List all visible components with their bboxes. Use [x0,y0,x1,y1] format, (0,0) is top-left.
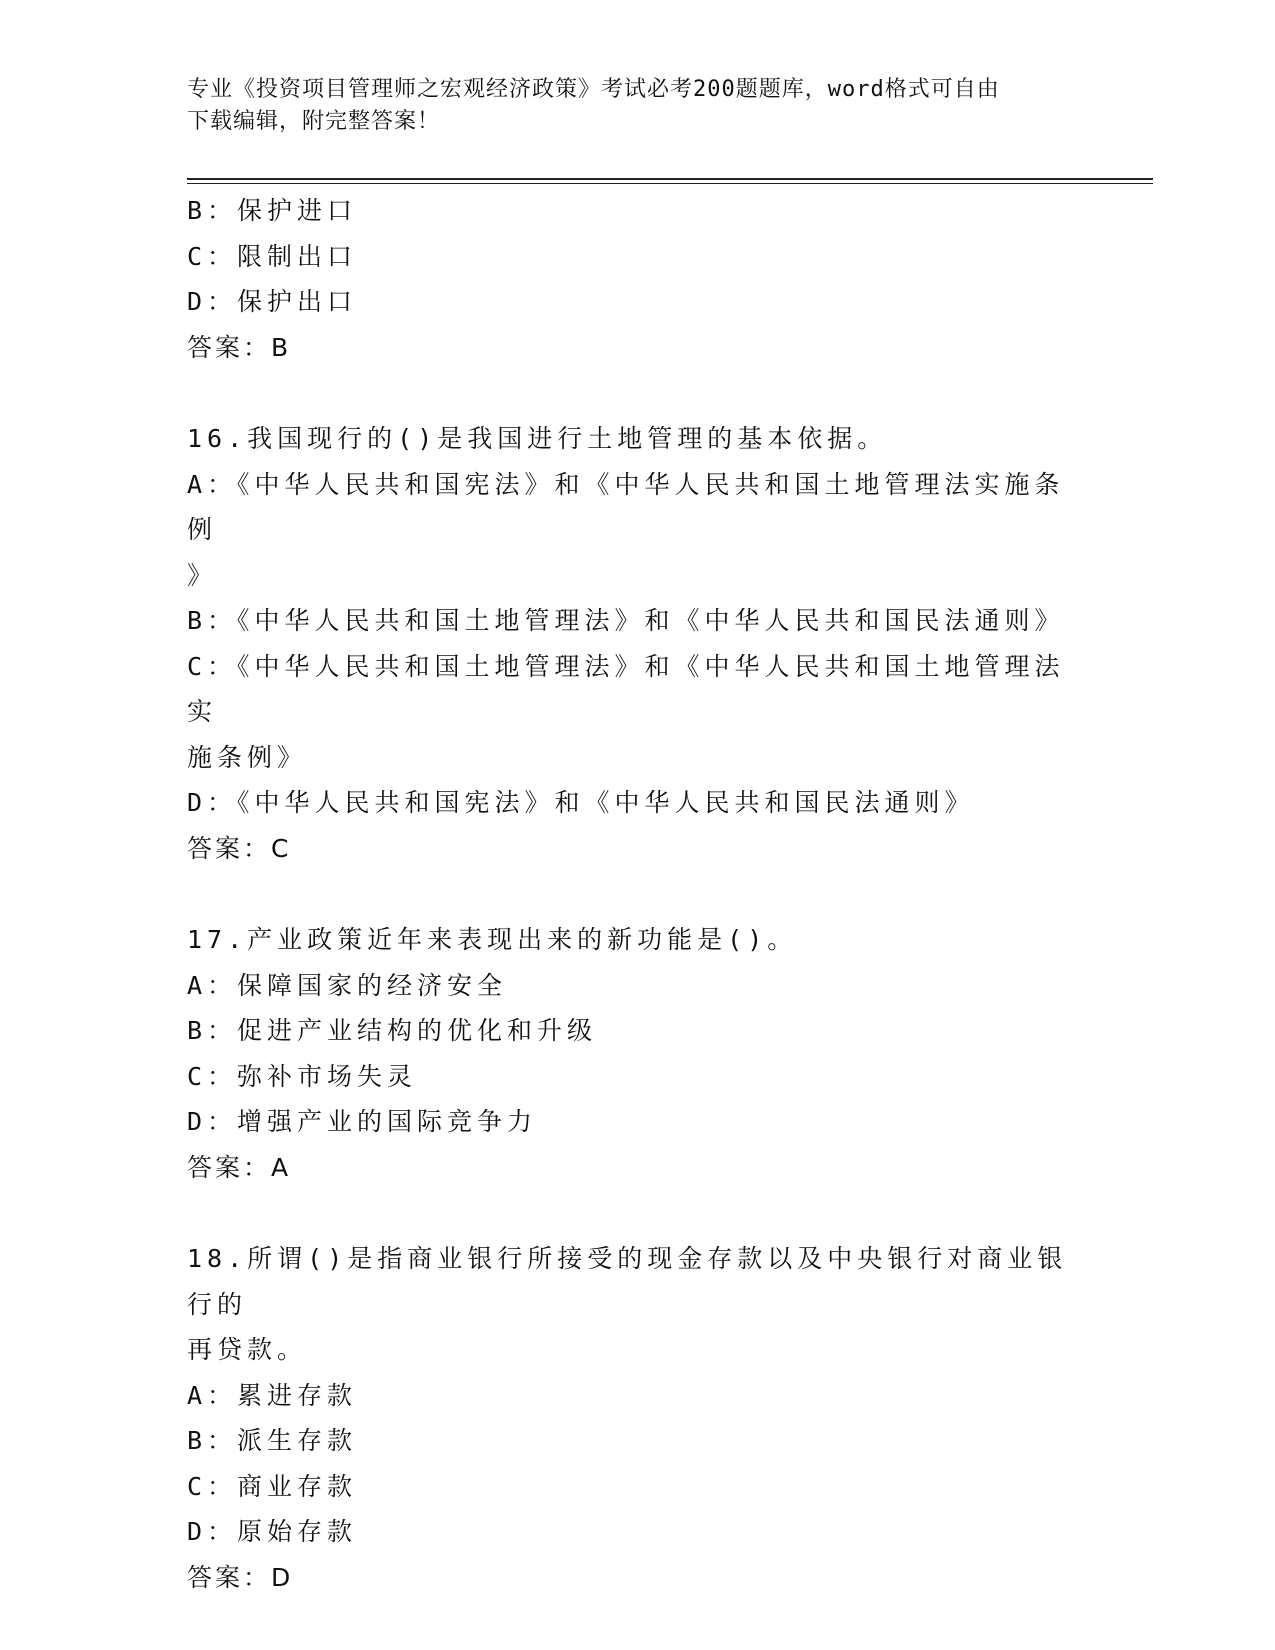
header-line-2: 下载编辑，附完整答案！ [187,109,441,134]
option-d: D：增强产业的国际竞争力 [187,1107,538,1136]
option-c: C：《中华人民共和国土地管理法》和《中华人民共和国土地管理法实 [187,651,1065,726]
answer-line: 答案：D [187,1562,294,1592]
option-b: B：保护进口 [187,196,358,225]
option-c: C：商业存款 [187,1471,358,1501]
question-stem-continued: 再贷款。 [187,1335,308,1364]
question-list [187,188,1087,1600]
question-17 [187,917,1087,1190]
header-line-1: 专业《投资项目管理师之宏观经济政策》考试必考200题题库，word格式可自由 [187,77,1000,102]
option-a: A：累进存款 [187,1380,358,1410]
option-d: D：原始存款 [187,1517,358,1546]
answer-line: 答案：A [187,1152,292,1182]
question-16 [187,416,1087,871]
document-header [187,74,1067,138]
option-c: C：弥补市场失灵 [187,1061,418,1091]
option-a: A：保障国家的经济安全 [187,970,508,1000]
option-c-continued: 施条例》 [187,742,308,772]
question-18 [187,1236,1087,1600]
question-stem: 18.所谓()是指商业银行所接受的现金存款以及中央银行对商业银行的 [187,1244,1068,1319]
option-b: B：《中华人民共和国土地管理法》和《中华人民共和国民法通则》 [187,606,1065,635]
option-d: D：保护出口 [187,287,358,316]
question-stem: 16.我国现行的()是我国进行土地管理的基本依据。 [187,424,888,453]
option-a: A：《中华人民共和国宪法》和《中华人民共和国土地管理法实施条例 [187,469,1065,544]
option-b: B：促进产业结构的优化和升级 [187,1016,598,1045]
answer-line: 答案：C [187,833,292,863]
header-divider [187,178,1153,184]
option-a-continued: 》 [187,560,218,590]
question-stem: 17.产业政策近年来表现出来的新功能是()。 [187,925,798,954]
option-c: C：限制出口 [187,241,358,271]
option-b: B：派生存款 [187,1426,358,1455]
question-15-tail [187,188,1087,370]
answer-line: 答案：B [187,332,292,362]
option-d: D：《中华人民共和国宪法》和《中华人民共和国民法通则》 [187,788,975,817]
